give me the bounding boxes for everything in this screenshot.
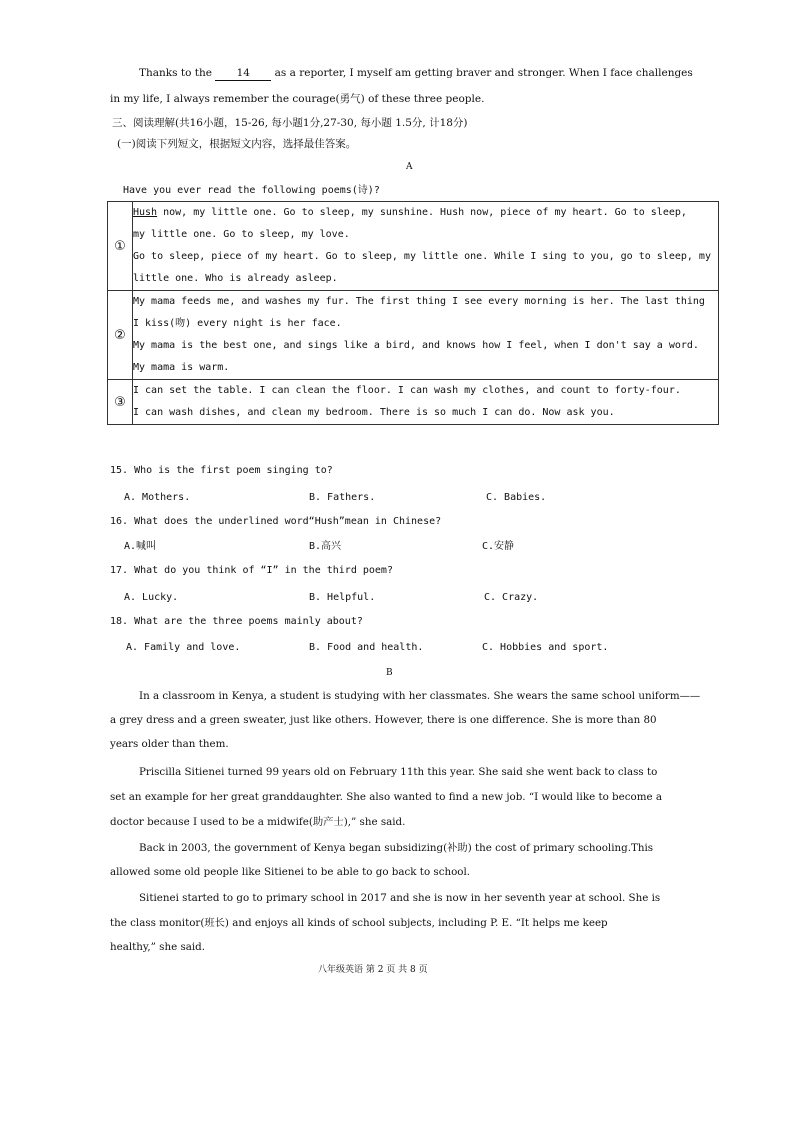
passage-line: a grey dress and a green sweater, just like others. However, there is one difference. She is more than 80 bbox=[110, 714, 657, 726]
option-a: A. Family and love. bbox=[126, 642, 241, 653]
poem-line: I kiss(吻) every night is her face. bbox=[133, 318, 342, 329]
poem-text bbox=[133, 380, 719, 425]
poems-table bbox=[107, 201, 719, 425]
option-c: C.安静 bbox=[482, 541, 515, 552]
option-b: B.高兴 bbox=[309, 541, 342, 552]
passage-line: set an example for her great granddaughter. She also wanted to find a new job. “I would like to become a bbox=[110, 791, 662, 803]
poem-number: ① bbox=[108, 202, 133, 291]
poem-line: Go to sleep, piece of my heart. Go to sleep, my little one. While I sing to you, go to sleep, my bbox=[133, 251, 711, 262]
question-stem: 15. Who is the first poem singing to? bbox=[110, 465, 333, 476]
option-c: C. Crazy. bbox=[484, 592, 539, 603]
page-footer: 八年级英语 第 2 页 共 8 页 bbox=[318, 965, 428, 975]
cloze-text-before: Thanks to the bbox=[139, 67, 216, 79]
poem-line: Hush now, my little one. Go to sleep, my sunshine. Hush now, piece of my heart. Go to sleep, bbox=[133, 207, 687, 218]
question-stem: 16. What does the underlined word“Hush”mean in Chinese? bbox=[110, 516, 442, 527]
cloze-line-1 bbox=[139, 66, 693, 81]
poem-line: little one. Who is already asleep. bbox=[133, 273, 338, 284]
option-b: B. Food and health. bbox=[309, 642, 424, 653]
poem-text bbox=[133, 202, 719, 291]
poem-line: My mama is warm. bbox=[133, 362, 230, 373]
poem-row bbox=[108, 380, 719, 425]
passage-line: doctor because I used to be a midwife(助产士),” she said. bbox=[110, 816, 406, 828]
poem-number: ② bbox=[108, 291, 133, 380]
poem-text bbox=[133, 291, 719, 380]
poem-line: My mama feeds me, and washes my fur. The first thing I see every morning is her. The last thing bbox=[133, 296, 705, 307]
passage-line: healthy,” she said. bbox=[110, 941, 206, 953]
option-b: B. Fathers. bbox=[309, 492, 376, 503]
question-stem: 17. What do you think of “I” in the third poem? bbox=[110, 565, 393, 576]
cloze-text-after: as a reporter, I myself am getting braver and stronger. When I face challenges bbox=[271, 67, 693, 79]
part-instruction: (一)阅读下列短文，根据短文内容，选择最佳答案。 bbox=[117, 138, 357, 150]
poem-row bbox=[108, 202, 719, 291]
cloze-line-2: in my life, I always remember the courage(勇气) of these three people. bbox=[110, 93, 485, 105]
option-b: B. Helpful. bbox=[309, 592, 376, 603]
answer-blank: 14 bbox=[215, 66, 271, 81]
passage-line: allowed some old people like Sitienei to be able to go back to school. bbox=[110, 866, 471, 878]
underlined-word-hush: Hush bbox=[133, 207, 158, 218]
poem-line: I can wash dishes, and clean my bedroom. There is so much I can do. Now ask you. bbox=[133, 407, 615, 418]
option-a: A. Lucky. bbox=[124, 592, 179, 603]
poem-number: ③ bbox=[108, 380, 133, 425]
passage-line: Priscilla Sitienei turned 99 years old on February 11th this year. She said she went back to class to bbox=[139, 766, 658, 778]
passage-line: the class monitor(班长) and enjoys all kinds of school subjects, including P. E. “It helps me keep bbox=[110, 917, 608, 929]
poem-line: my little one. Go to sleep, my love. bbox=[133, 229, 350, 240]
question-stem: 18. What are the three poems mainly about? bbox=[110, 616, 363, 627]
passage-b-label: B bbox=[386, 668, 393, 678]
option-a: A. Mothers. bbox=[124, 492, 191, 503]
poem-row bbox=[108, 291, 719, 380]
passage-a-intro: Have you ever read the following poems(诗)? bbox=[123, 185, 380, 196]
option-a: A.喊叫 bbox=[124, 541, 157, 552]
poem-line: I can set the table. I can clean the floor. I can wash my clothes, and count to forty-four. bbox=[133, 385, 681, 396]
passage-line: In a classroom in Kenya, a student is studying with her classmates. She wears the same school uniform—— bbox=[139, 690, 701, 702]
passage-line: years older than them. bbox=[110, 738, 229, 750]
section-heading: 三、阅读理解(共16小题，15-26, 每小题1分,27-30, 每小题 1.5分, 计18分) bbox=[112, 117, 468, 129]
option-c: C. Babies. bbox=[486, 492, 547, 503]
option-c: C. Hobbies and sport. bbox=[482, 642, 609, 653]
poem-line: My mama is the best one, and sings like a bird, and knows how I feel, when I don't say a word. bbox=[133, 340, 699, 351]
passage-line: Back in 2003, the government of Kenya began subsidizing(补助) the cost of primary schooling.This bbox=[139, 842, 654, 854]
passage-line: Sitienei started to go to primary school in 2017 and she is now in her seventh year at school. She is bbox=[139, 892, 661, 904]
passage-a-label: A bbox=[406, 162, 413, 172]
